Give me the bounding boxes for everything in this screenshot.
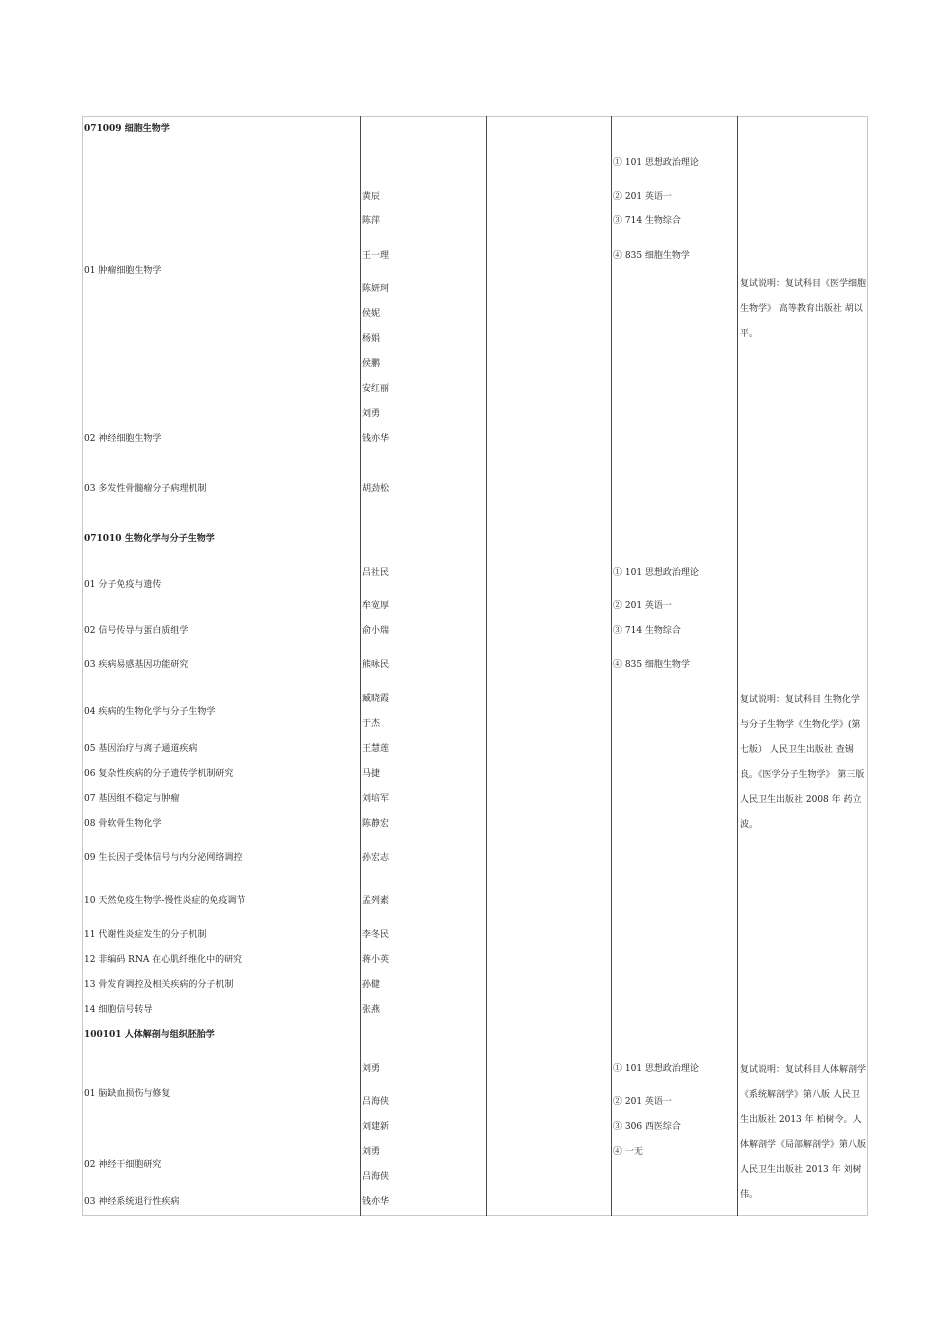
advisor-name: 杨娟 — [362, 334, 381, 344]
advisor-name: 钱亦华 — [362, 1197, 390, 1207]
direction-item: 02 神经细胞生物学 — [84, 434, 162, 444]
direction-item: 08 骨软骨生物化学 — [84, 819, 162, 829]
advisor-name: 王慧莲 — [362, 744, 390, 754]
exam-subject: ④ 835 细胞生物学 — [613, 251, 690, 261]
direction-item: 07 基因组不稳定与肿瘤 — [84, 794, 180, 804]
advisor-name: 刘勇 — [362, 409, 381, 419]
exam-subject: ④ 835 细胞生物学 — [613, 660, 690, 670]
direction-item: 03 疾病易感基因功能研究 — [84, 660, 189, 670]
column-divider — [611, 116, 612, 1216]
advisor-name: 刘建新 — [362, 1122, 390, 1132]
advisor-name: 孙宏志 — [362, 853, 390, 863]
direction-item: 01 脑缺血损伤与修复 — [84, 1089, 171, 1099]
advisor-name: 侯妮 — [362, 309, 381, 319]
advisor-name: 吕海侠 — [362, 1097, 390, 1107]
direction-item: 11 代谢性炎症发生的分子机制 — [84, 930, 207, 940]
column-divider — [360, 116, 361, 1216]
advisor-name: 刘培军 — [362, 794, 390, 804]
direction-item: 02 信号传导与蛋白质组学 — [84, 626, 189, 636]
section-title: 071010 生物化学与分子生物学 — [84, 534, 215, 544]
advisor-name: 吕社民 — [362, 568, 390, 578]
exam-subject: ④ 一无 — [613, 1147, 643, 1157]
section-title: 071009 细胞生物学 — [84, 124, 170, 134]
direction-item: 03 多发性骨髓瘤分子病理机制 — [84, 484, 207, 494]
advisor-name: 胡劲松 — [362, 484, 390, 494]
section-title: 100101 人体解剖与组织胚胎学 — [84, 1030, 215, 1040]
exam-subject: ② 201 英语一 — [613, 1097, 672, 1107]
advisor-name: 刘勇 — [362, 1147, 381, 1157]
advisor-name: 于杰 — [362, 719, 381, 729]
advisor-name: 孙健 — [362, 980, 381, 990]
direction-item: 05 基因治疗与离子通道疾病 — [84, 744, 198, 754]
exam-subject: ① 101 思想政治理论 — [613, 568, 699, 578]
direction-item: 09 生长因子受体信号与内分泌网络调控 — [84, 853, 243, 863]
direction-item: 03 神经系统退行性疾病 — [84, 1197, 180, 1207]
direction-item: 01 肿瘤细胞生物学 — [84, 266, 162, 276]
direction-item: 10 天然免疫生物学-慢性炎症的免疫调节 — [84, 896, 246, 906]
advisor-name: 王一理 — [362, 251, 390, 261]
advisor-name: 马捷 — [362, 769, 381, 779]
column-divider — [486, 116, 487, 1216]
advisor-name: 侯鹏 — [362, 359, 381, 369]
advisor-name: 陈萍 — [362, 216, 381, 226]
retest-note: 复试说明：复试科目《医学细胞生物学》 高等教育出版社 胡以平。 — [740, 279, 867, 339]
advisor-name: 陈妍珂 — [362, 284, 390, 294]
exam-subject: ② 201 英语一 — [613, 192, 672, 202]
advisor-name: 俞小瑞 — [362, 626, 390, 636]
advisor-name: 牟宽厚 — [362, 601, 390, 611]
advisor-name: 安红丽 — [362, 384, 390, 394]
exam-subject: ③ 714 生物综合 — [613, 626, 681, 636]
advisor-name: 蒋小英 — [362, 955, 390, 965]
advisor-name: 钱亦华 — [362, 434, 390, 444]
direction-item: 01 分子免疫与遗传 — [84, 580, 162, 590]
exam-subject: ③ 714 生物综合 — [613, 216, 681, 226]
direction-item: 13 骨发育调控及相关疾病的分子机制 — [84, 980, 234, 990]
column-divider — [737, 116, 738, 1216]
advisor-name: 臧晓霞 — [362, 694, 390, 704]
advisor-name: 黄辰 — [362, 192, 381, 202]
exam-subject: ② 201 英语一 — [613, 601, 672, 611]
advisor-name: 刘勇 — [362, 1064, 381, 1074]
exam-subject: ① 101 思想政治理论 — [613, 158, 699, 168]
direction-item: 14 细胞信号转导 — [84, 1005, 153, 1015]
direction-item: 12 非编码 RNA 在心肌纤维化中的研究 — [84, 955, 243, 965]
direction-item: 04 疾病的生物化学与分子生物学 — [84, 707, 216, 717]
retest-note: 复试说明：复试科目 生物化学与分子生物学《生物化学》(第七版） 人民卫生出版社 查锡良。《医学分子生物学》 第三版 人民卫生出版社 2008 年 药立波。 — [740, 695, 865, 830]
advisor-name: 张燕 — [362, 1005, 381, 1015]
advisor-name: 吕海侠 — [362, 1172, 390, 1182]
exam-subject: ① 101 思想政治理论 — [613, 1064, 699, 1074]
advisor-name: 陈静宏 — [362, 819, 390, 829]
advisor-name: 熊咏民 — [362, 660, 390, 670]
exam-subject: ③ 306 西医综合 — [613, 1122, 681, 1132]
direction-item: 02 神经干细胞研究 — [84, 1160, 162, 1170]
direction-item: 06 复杂性疾病的分子遗传学机制研究 — [84, 769, 234, 779]
retest-note: 复试说明：复试科目人体解剖学 《系统解剖学》第八版 人民卫生出版社 2013 年 柏树令。人体解剖学《局部解剖学》第八版 人民卫生出版社 2013 年 刘树伟。 — [740, 1065, 867, 1200]
advisor-name: 李冬民 — [362, 930, 390, 940]
advisor-name: 孟列素 — [362, 896, 390, 906]
